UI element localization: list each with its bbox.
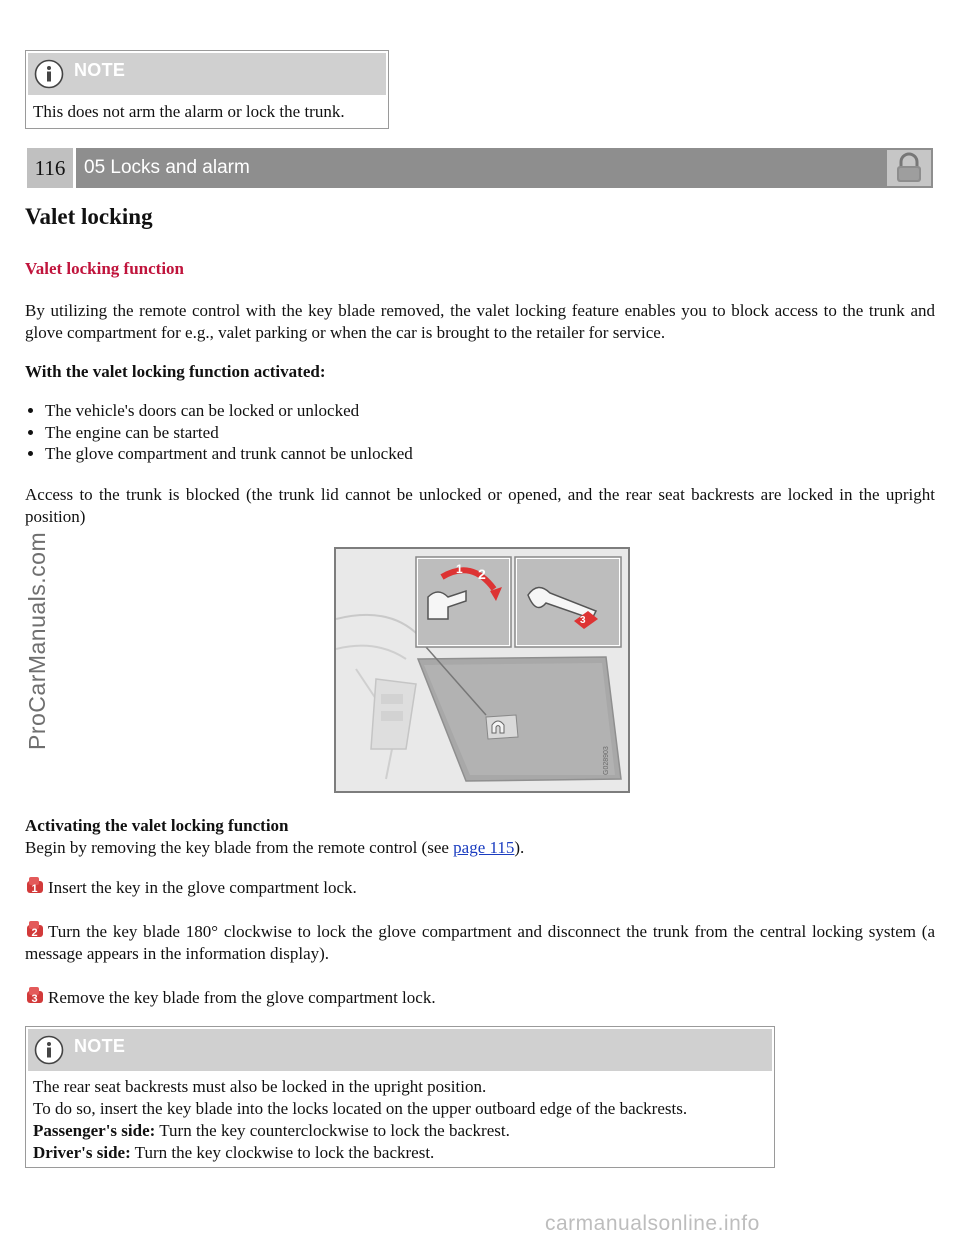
- step-mark-1: 1: [456, 562, 463, 576]
- step-3: 3 Remove the key blade from the glove compartment lock.: [25, 987, 935, 1009]
- step-1-icon: [25, 877, 47, 895]
- activating-text: Begin by removing the key blade from the remote control (see page 115).: [25, 838, 525, 857]
- activated-label: With the valet locking function activated:: [25, 362, 326, 381]
- figure-code: G028903: [603, 746, 610, 775]
- info-icon: [34, 1035, 64, 1065]
- list-item: • The glove compartment and trunk cannot be unlocked: [45, 443, 413, 465]
- note-box-top: [25, 50, 389, 129]
- note-header: [28, 1029, 772, 1071]
- intro-paragraph: By utilizing the remote control with the key blade removed, the valet locking feature enables you to block access to the trunk and glove compartment for e.g., valet parking or when the car is brought to the retailer for service.: [25, 301, 935, 342]
- side-watermark: ProCarManuals.com: [24, 531, 50, 750]
- note-line-1: The rear seat backrests must also be locked in the upright position.: [33, 1077, 487, 1096]
- note-driver: Driver's side: Turn the key clockwise to lock the backrest.: [33, 1143, 435, 1162]
- section-header-bar: [27, 148, 933, 188]
- step-2: 2 Turn the key blade 180° clockwise to lock the glove compartment and disconnect the trunk from the central locking system (a message appears in the information display).: [25, 922, 935, 963]
- feature-list: [25, 400, 413, 465]
- note-header: [28, 53, 386, 95]
- padlock-icon: [887, 150, 931, 186]
- page-link[interactable]: page 115: [453, 838, 515, 857]
- glovebox-illustration: [334, 547, 630, 793]
- activating-heading: Activating the valet locking function: [25, 816, 289, 835]
- note-body: [26, 1071, 774, 1170]
- note-body: [26, 95, 388, 129]
- svg-text:2: 2: [31, 927, 38, 939]
- page-number: 116: [27, 148, 73, 188]
- svg-text:3: 3: [31, 993, 38, 1005]
- step-3-icon: [25, 987, 47, 1005]
- subheading: Valet locking function: [25, 259, 185, 278]
- note-line-2: To do so, insert the key blade into the locks located on the upper outboard edge of the backrests.: [33, 1099, 688, 1118]
- step-mark-3: 3: [580, 615, 586, 626]
- step-mark-2: 2: [478, 566, 486, 582]
- section-title: 05 Locks and alarm: [84, 157, 250, 178]
- step-2-icon: [25, 921, 47, 939]
- access-paragraph: Access to the trunk is blocked (the trunk lid cannot be unlocked or opened, and the rear seat backrests are locked in the upright position): [25, 485, 935, 526]
- list-item: • The vehicle's doors can be locked or unlocked: [45, 400, 413, 422]
- note-text: This does not arm the alarm or lock the trunk.: [33, 102, 345, 121]
- note-title: NOTE: [74, 60, 126, 80]
- note-title: NOTE: [74, 1036, 126, 1056]
- note-passenger: Passenger's side: Turn the key counterclockwise to lock the backrest.: [33, 1121, 510, 1140]
- list-item: • The engine can be started: [45, 422, 413, 444]
- page-heading: Valet locking: [25, 204, 153, 229]
- note-box-bottom: [25, 1026, 775, 1168]
- step-1: 1 Insert the key in the glove compartment lock.: [25, 877, 935, 899]
- section-title-box: [76, 148, 933, 188]
- footer-watermark: carmanualsonline.info: [545, 1212, 760, 1235]
- svg-text:1: 1: [31, 883, 38, 895]
- info-icon: [34, 59, 64, 89]
